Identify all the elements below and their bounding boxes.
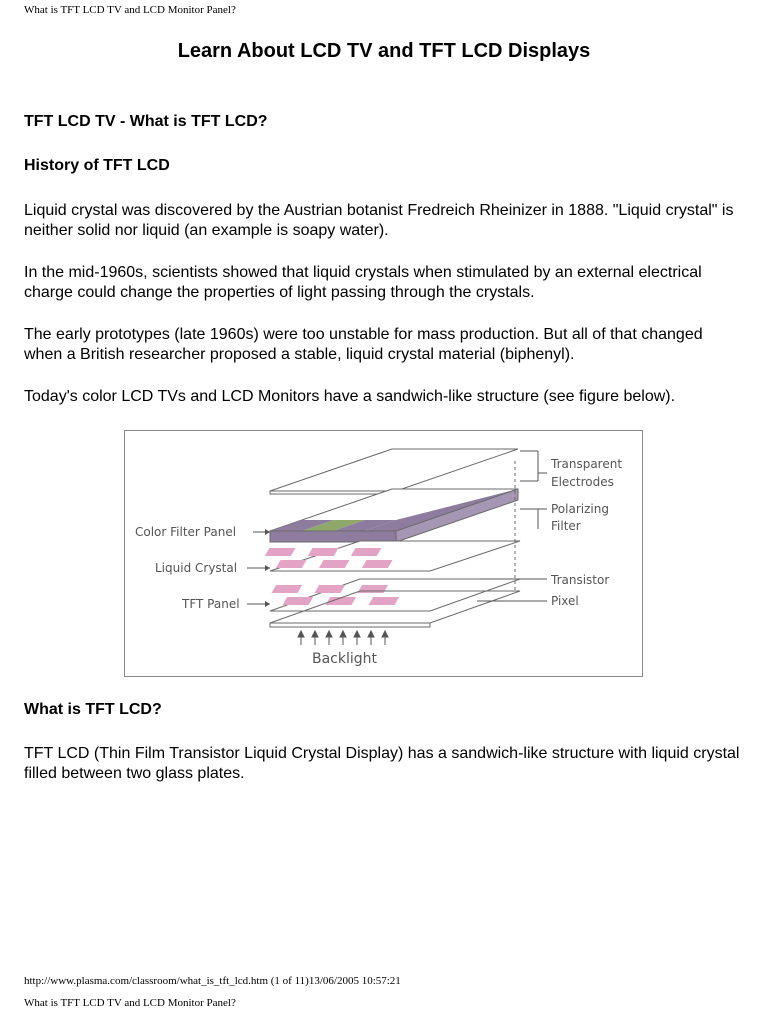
color-filter-panel-edge [270,531,396,542]
top-glass-plate [270,449,518,491]
label-backlight: Backlight [312,651,378,667]
tft-pixel [369,597,400,605]
label-polarizing: Polarizing [551,502,609,516]
paragraph-prototypes: The early prototypes (late 1960s) were too unstable for mass production. But all of that changed when a British researcher proposed a stable, liquid crystal material (biphenyl). [24,326,703,363]
bottom-glass-plate-edge [270,623,430,627]
label-transparent: Transparent [551,457,623,471]
paragraph-sandwich-structure: Today's color LCD TVs and LCD Monitors have a sandwich-like structure (see figure below). [24,388,676,405]
tft-lcd-structure-figure [124,430,643,677]
lc-cell [276,560,307,568]
backlight-arrows [298,631,388,645]
label-liquid-crystal: Liquid Crystal [155,561,238,575]
paragraph-tft-definition: TFT LCD (Thin Film Transistor Liquid Crystal Display) has a sandwich-like structure with liquid crystal filled between two glass plates. [24,745,740,782]
top-glass-plate-edge [270,491,396,494]
arrowhead-tft-panel [265,601,270,607]
footer-url: http://www.plasma.com/classroom/what_is_tft_lcd.htm (1 of 11)13/06/2005 10:57:21 [24,975,401,987]
label-electrodes: Electrodes [551,475,614,489]
paragraph-mid-1960s: In the mid-1960s, scientists showed that liquid crystals when stimulated by an external electrical charge could change the properties of light passing through the crystals. [24,264,702,301]
liquid-crystal-layer [270,541,520,571]
arrowhead-liquid-crystal [265,565,270,571]
tft-pixel [271,585,302,593]
section-heading-what-is-tft-lcd: What is TFT LCD? [24,701,162,718]
label-tft-panel: TFT Panel [182,597,240,611]
lc-cell [351,548,382,556]
section-heading-tft-lcd-tv: TFT LCD TV - What is TFT LCD? [24,113,268,130]
label-color-filter-panel: Color Filter Panel [135,525,237,539]
lc-cell [265,548,296,556]
lc-cell [319,560,350,568]
tft-lcd-structure-diagram [125,431,644,678]
paragraph-discovery: Liquid crystal was discovered by the Austrian botanist Fredreich Rheinizer in 1888. "Liquid crystal" is neither solid nor liquid (an example is soapy water). [24,202,734,239]
running-header: What is TFT LCD TV and LCD Monitor Panel? [24,4,236,16]
arrowhead-color-filter [265,529,270,535]
tft-pixel [314,585,345,593]
label-transistor: Transistor [551,573,610,587]
lc-cell [308,548,339,556]
tft-pixel [357,585,388,593]
label-filter: Filter [551,519,581,533]
section-heading-history: History of TFT LCD [24,157,170,174]
page-title: Learn About LCD TV and TFT LCD Displays [177,40,591,62]
footer-running-title: What is TFT LCD TV and LCD Monitor Panel? [24,997,236,1009]
tft-panel-layer [270,579,520,611]
tft-pixel [283,597,314,605]
label-pixel: Pixel [551,594,579,608]
lc-cell [362,560,393,568]
